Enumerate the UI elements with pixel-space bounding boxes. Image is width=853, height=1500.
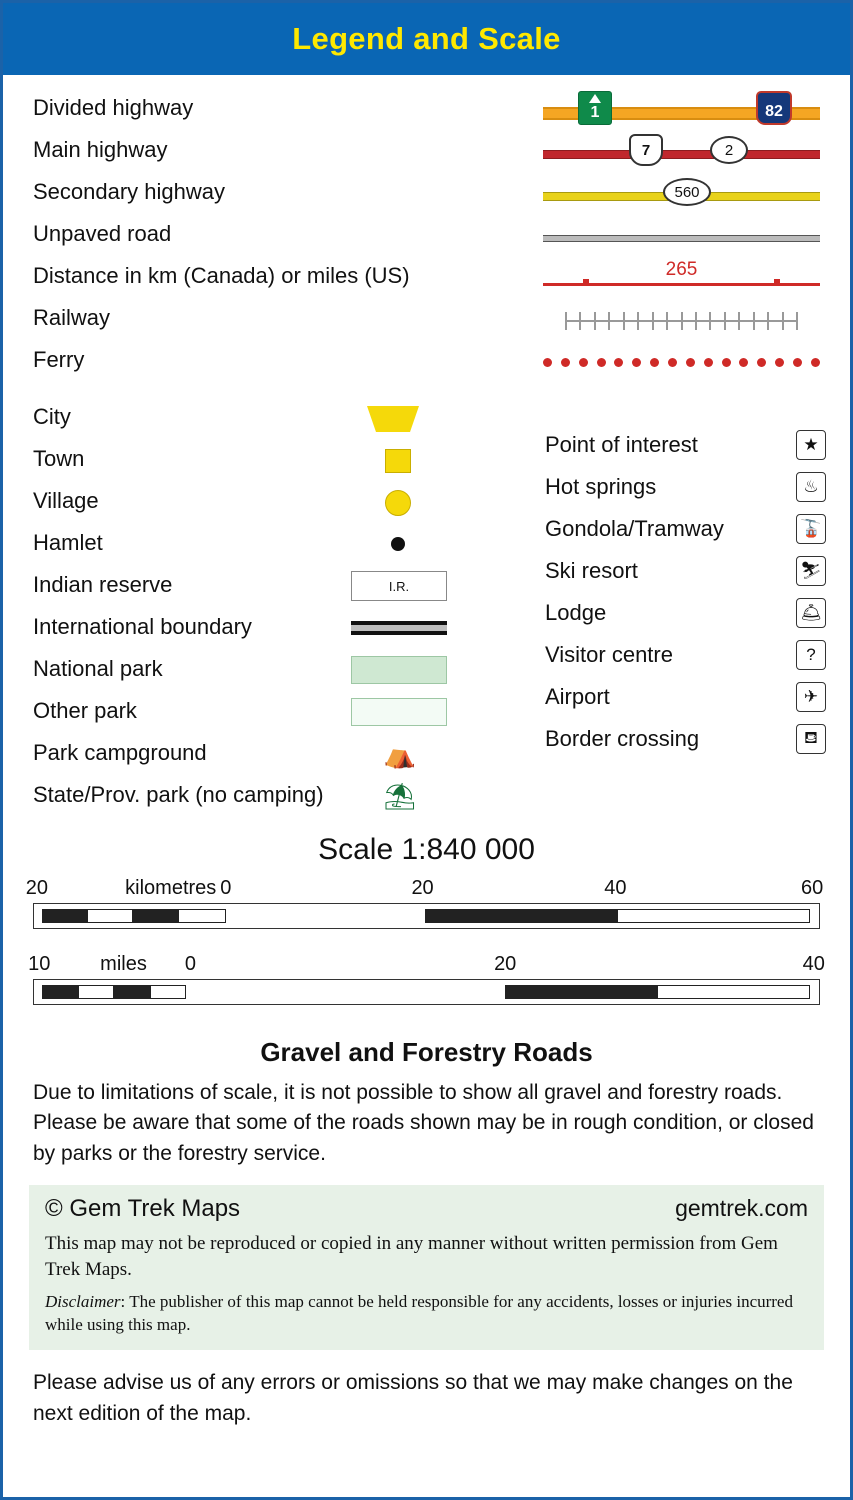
website-link[interactable]: gemtrek.com	[675, 1195, 808, 1222]
legend-label: National park	[33, 656, 163, 681]
hot-springs-icon: ♨	[796, 472, 826, 502]
copyright-header	[45, 1195, 808, 1223]
legend-row-lodge	[543, 593, 826, 635]
distance-tick	[774, 279, 780, 285]
legend-row-point-of-interest	[543, 425, 826, 467]
legend-label: Railway	[33, 305, 111, 330]
legend-row-border-crossing	[543, 719, 826, 761]
unpaved-road-line	[543, 235, 820, 242]
lodge-bed-icon: 🛎	[796, 598, 826, 628]
town-square-icon	[385, 449, 411, 473]
star-icon: ★	[796, 430, 826, 460]
scale-tick-label: 10	[28, 953, 51, 975]
hot-springs-art	[780, 467, 826, 509]
ferry-art	[543, 341, 820, 383]
legend-label: State/Prov. park (no camping)	[33, 782, 324, 807]
highway-shield-oval-icon: 2	[710, 136, 748, 164]
legend-row-secondary-highway	[3, 173, 850, 215]
symbol-column-right	[543, 425, 826, 761]
national-park-art	[345, 649, 455, 691]
main-highway-art	[543, 131, 820, 173]
legend-row-main-highway	[3, 131, 850, 173]
legend-label: Hot springs	[545, 474, 657, 499]
legend-label: Border crossing	[545, 726, 700, 751]
legend-label: Point of interest	[545, 432, 698, 457]
gravel-section-body: Due to limitations of scale, it is not possible to show all gravel and forestry roads. Please be aware that some of the roads shown may be in rough condition, or closed by parks or the forestry service.	[33, 1081, 814, 1165]
legend-row-city	[33, 397, 473, 439]
legend-row-other-park	[33, 691, 473, 733]
legend-label: International boundary	[33, 614, 252, 639]
legend-label: Main highway	[33, 137, 168, 162]
legend-row-distance	[3, 257, 850, 299]
campground-tent-icon: ⛺	[383, 738, 417, 769]
highway-shield-secondary-icon: 560	[663, 178, 711, 206]
legend-label: Distance in km (Canada) or miles (US)	[33, 263, 410, 288]
legend-row-international-boundary	[33, 607, 473, 649]
copyright-box	[29, 1185, 824, 1350]
legend-label: Park campground	[33, 740, 207, 765]
gondola-art	[780, 509, 826, 551]
scale-tick-label: 0	[220, 877, 232, 899]
legend-label: Divided highway	[33, 95, 194, 120]
indian-reserve-art	[345, 565, 455, 607]
international-boundary-icon	[351, 621, 447, 635]
distance-art	[543, 257, 820, 299]
legend-label: Town	[33, 446, 85, 471]
scale-labels-miles	[28, 953, 825, 979]
campground-art	[345, 733, 455, 775]
legend-label: Lodge	[545, 600, 607, 625]
gravel-section-title: Gravel and Forestry Roads	[260, 1037, 593, 1067]
point-of-interest-art	[780, 425, 826, 467]
scale-bar-track-km	[33, 903, 820, 929]
legend-row-hamlet	[33, 523, 473, 565]
legend-label: Unpaved road	[33, 221, 172, 246]
legend-label: Secondary highway	[33, 179, 226, 204]
other-park-swatch-icon	[351, 698, 447, 726]
railway-art	[543, 299, 820, 341]
legend-label: Airport	[545, 684, 610, 709]
legend-label: Gondola/Tramway	[545, 516, 724, 541]
village-circle-icon	[385, 490, 411, 516]
legend-label: Village	[33, 488, 99, 513]
disclaimer	[45, 1291, 808, 1337]
border-crossing-art	[780, 719, 826, 761]
legend-header	[3, 3, 850, 75]
other-park-art	[345, 691, 455, 733]
border-crossing-icon: ⛾	[796, 724, 826, 754]
highway-shield-us-icon: 7	[629, 134, 663, 166]
scale-tick-label: 0	[184, 953, 196, 975]
legend-row-park-campground	[33, 733, 473, 775]
scale-bar-track-miles	[33, 979, 820, 1005]
legend-row-divided-highway	[3, 89, 850, 131]
disclaimer-text: : The publisher of this map cannot be held responsible for any accidents, losses or injuries incurred while using this map.	[45, 1291, 793, 1334]
indian-reserve-box-icon: I.R.	[351, 571, 447, 601]
scale-unit-label: kilometres	[125, 877, 217, 899]
legend-row-hot-springs	[543, 467, 826, 509]
scale-tick-label: 20	[25, 877, 49, 899]
hamlet-art	[345, 523, 455, 565]
city-art	[345, 397, 455, 439]
international-boundary-art	[345, 607, 455, 649]
symbol-column-left	[33, 397, 473, 817]
scale-unit-label: miles	[100, 953, 147, 975]
legend-row-railway	[3, 299, 850, 341]
highway-shield-interstate-icon: 82	[756, 91, 792, 125]
scale-tick-label: 40	[802, 953, 825, 975]
scale-tick-label: 40	[604, 877, 627, 899]
scale-labels-km	[25, 877, 824, 903]
city-trapezoid-icon	[367, 406, 419, 432]
disclaimer-label: Disclaimer	[45, 1291, 121, 1311]
legend-row-unpaved-road	[3, 215, 850, 257]
airport-art	[780, 677, 826, 719]
railway-ties	[565, 312, 798, 330]
picnic-table-icon: ⛱	[383, 780, 417, 811]
legend-label: Ski resort	[545, 558, 638, 583]
scale-tick-label: 60	[801, 877, 824, 899]
line-legend-section	[3, 75, 850, 383]
distance-tick	[583, 279, 589, 285]
visitor-centre-art	[780, 635, 826, 677]
legend-row-airport	[543, 677, 826, 719]
scale-bar-miles	[28, 953, 825, 1017]
village-art	[345, 481, 455, 523]
secondary-highway-art	[543, 173, 820, 215]
question-mark-icon: ?	[796, 640, 826, 670]
distance-value: 265	[665, 259, 698, 280]
unpaved-road-art	[543, 215, 820, 257]
ski-resort-art	[780, 551, 826, 593]
gondola-icon: 🚡	[796, 514, 826, 544]
legend-row-visitor-centre	[543, 635, 826, 677]
scale-title: Scale 1:840 000	[318, 833, 535, 866]
divided-highway-art	[543, 89, 820, 131]
legend-row-ferry	[3, 341, 850, 383]
page-title: Legend and Scale	[292, 21, 561, 56]
symbol-legend-section	[3, 397, 850, 827]
legend-label: Indian reserve	[33, 572, 173, 597]
town-art	[345, 439, 455, 481]
ferry-dots	[543, 355, 820, 369]
airplane-icon: ✈	[796, 682, 826, 712]
legend-row-national-park	[33, 649, 473, 691]
legend-label: Visitor centre	[545, 642, 673, 667]
lodge-art	[780, 593, 826, 635]
scale-bar-kilometres	[25, 877, 824, 941]
legend-row-village	[33, 481, 473, 523]
legend-row-town	[33, 439, 473, 481]
national-park-swatch-icon	[351, 656, 447, 684]
footer-note: Please advise us of any errors or omissions so that we may make changes on the next edition of the map.	[33, 1371, 793, 1425]
hamlet-dot-icon	[391, 537, 405, 551]
copyright-statement: This map may not be reproduced or copied in any manner without written permission from Gem Trek Maps.	[45, 1233, 778, 1280]
legend-label: Other park	[33, 698, 137, 723]
legend-label: City	[33, 404, 71, 429]
highway-shield-canada-icon: 1	[578, 91, 612, 125]
legend-row-state-prov-park	[33, 775, 473, 817]
ski-resort-icon: ⛷	[796, 556, 826, 586]
legend-row-ski-resort	[543, 551, 826, 593]
copyright-owner: © Gem Trek Maps	[45, 1195, 241, 1223]
legend-row-indian-reserve	[33, 565, 473, 607]
main-highway-line	[543, 150, 820, 159]
legend-label: Hamlet	[33, 530, 103, 555]
legend-label: Ferry	[33, 347, 85, 372]
legend-row-gondola	[543, 509, 826, 551]
picnic-art	[345, 775, 455, 817]
scale-tick-label: 20	[494, 953, 517, 975]
scale-tick-label: 20	[411, 877, 434, 899]
